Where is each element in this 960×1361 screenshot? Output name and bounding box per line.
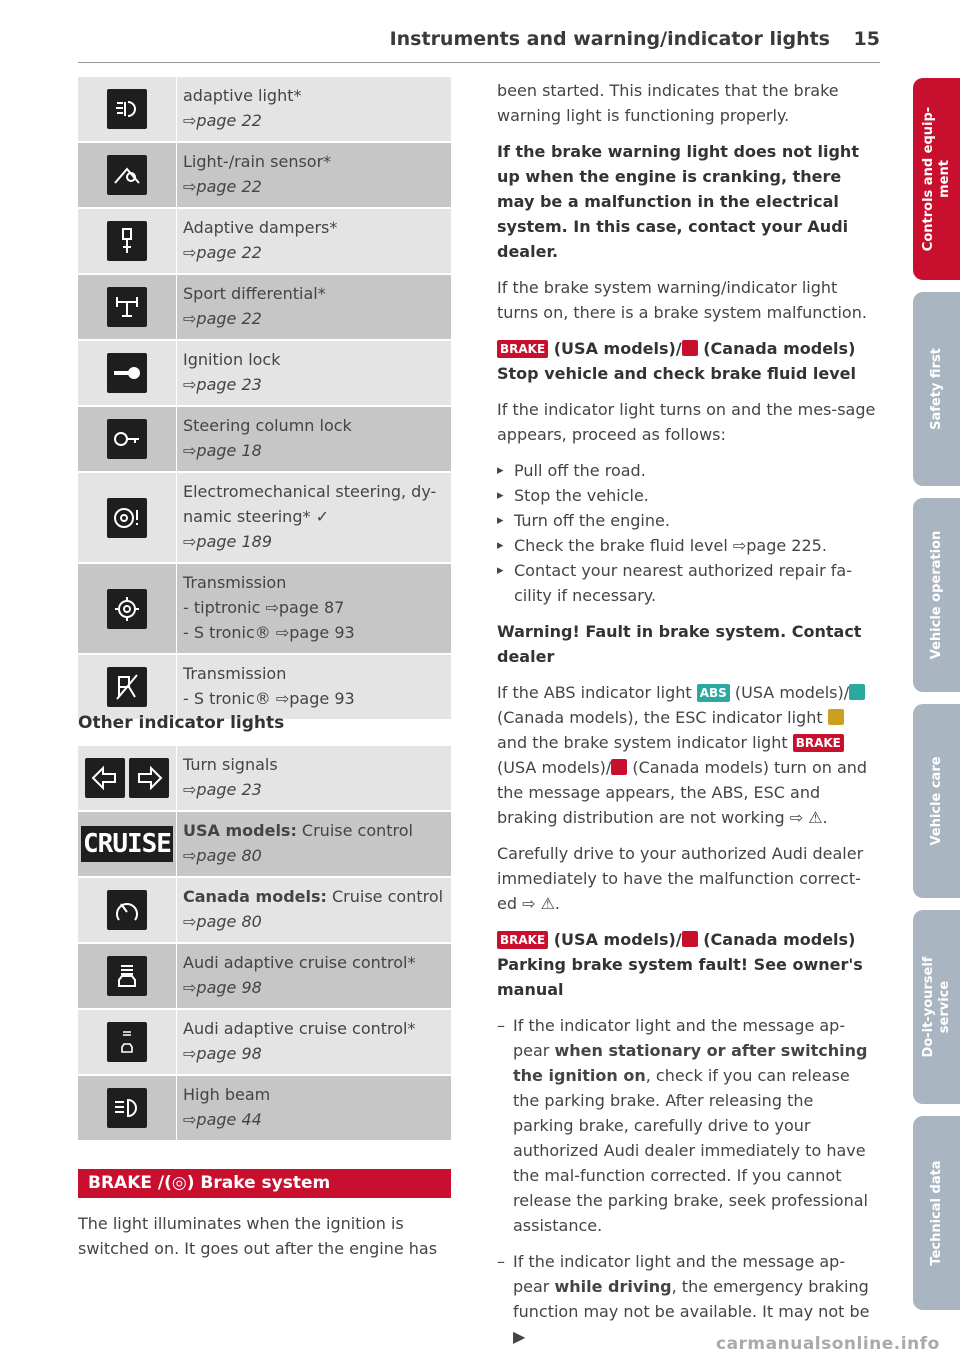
page-header [340,28,880,58]
indicator-text [177,209,451,273]
page-reference-link[interactable]: ⇨page 22 [183,177,262,196]
brake-section-text: The light illuminates when the ignition is switched on. It goes out after the engine has [78,1214,438,1258]
indicator-text [177,564,451,653]
brake-badge-icon: BRAKE [497,931,548,949]
icon-cell [78,341,177,405]
other-indicator-table [78,746,451,1142]
indicator-line: Sport differential* [183,284,326,303]
indicator-row [78,878,451,944]
step-item: ▸ Stop the vehicle. [497,483,877,508]
indicator-text [177,143,451,207]
dash-item: – If the indicator light and the message ap-pear while driving, the emergency braking function may not be available. It may not be ▶ [497,1249,877,1349]
indicator-row [78,564,451,655]
step-item: ▸ Turn off the engine. [497,508,877,533]
footer-watermark: carmanualsonline.info [716,1334,940,1354]
icon-cell [78,564,177,653]
chapter-tab-label: Vehicle care [928,756,944,846]
icon-cell [78,143,177,207]
page-reference-link[interactable]: ⇨page 80 [183,912,262,931]
brake-badge-icon: BRAKE [497,340,548,358]
sport-differential-icon [107,287,147,327]
indicator-text [177,77,451,141]
chapter-tab-label: Vehicle operation [928,530,944,660]
icon-cell [78,1010,177,1074]
paragraph-abs: If the ABS indicator light ABS (USA models)/ (Canada models), the ESC indicator light and the brake system indicator light BRAKE (USA models)/ (Canada models) turn on and the message appears, the ABS, ESC and braking distribution are not working ⇨ ⚠. [497,683,868,827]
parking-brake-heading: BRAKE (USA models)/ (Canada models) Parking brake system fault! See owner's manual [497,930,863,999]
icon-cell [78,655,177,719]
indicator-text [177,275,451,339]
chapter-tab-label: Do-it-yourself [920,956,936,1058]
icon-cell [78,812,177,876]
page-reference-link[interactable]: ⇨page 18 [183,441,262,460]
adaptive-cruise-small-icon [107,1022,147,1062]
indicator-line: namic steering* ✓ [183,507,329,526]
step-item: ▸ Check the brake fluid level ⇨page 225. [497,533,877,558]
icon-cell [78,209,177,273]
indicator-text [177,878,451,942]
indicator-label: Cruise control [326,887,444,906]
indicator-line: - S tronic® ⇨page 93 [183,689,355,708]
chapter-tab-label: ment [936,160,952,198]
paragraph: been started. This indicates that the brake warning light is functioning properly. [497,81,839,125]
adaptive-cruise-icon [107,956,147,996]
indicator-row [78,341,451,407]
indicator-row [78,275,451,341]
indicator-row [78,944,451,1010]
abs-canada-icon [849,684,865,700]
chapter-tab[interactable] [913,704,960,898]
page-reference-link[interactable]: ⇨page 80 [183,846,262,865]
page-reference-link[interactable]: ⇨page 22 [183,243,262,262]
high-beam-icon [107,1088,147,1128]
chapter-tab[interactable] [913,78,960,280]
step-item: ▸ Pull off the road. [497,458,877,483]
icon-cell [78,1076,177,1140]
indicator-text [177,473,451,562]
indicator-line: adaptive light* [183,86,302,105]
paragraph: Carefully drive to your authorized Audi dealer immediately to have the malfunction correct-ed ⇨ ⚠. [497,844,864,913]
turn-signal-left-icon [85,758,125,798]
indicator-line: Steering column lock [183,416,352,435]
indicator-table [78,77,451,721]
other-indicators-heading: Other indicator lights [78,713,285,733]
page-reference-link[interactable]: ⇨page 22 [183,309,262,328]
page-reference-link[interactable]: ⇨page 23 [183,375,262,394]
step-item: ▸ Contact your nearest authorized repair fa-cility if necessary. [497,558,877,608]
indicator-line: Electromechanical steering, dy- [183,482,437,501]
indicator-text [177,746,451,810]
indicator-row [78,209,451,275]
indicator-row [78,812,451,878]
indicator-line: Transmission [183,573,287,592]
icon-cell [78,473,177,562]
page-title: Instruments and warning/indicator lights [389,28,830,50]
page-reference-link[interactable]: ⇨page 98 [183,1044,262,1063]
header-rule [78,62,880,63]
indicator-row [78,143,451,209]
model-label: Canada models: [183,887,327,906]
brake-section-heading: BRAKE /(◎) Brake system [78,1169,451,1198]
indicator-line: Adaptive dampers* [183,218,338,237]
light-rain-sensor-icon [107,155,147,195]
cruise-control-icon [107,890,147,930]
chapter-tab[interactable] [913,498,960,692]
icon-cell [78,407,177,471]
paragraph: If the brake system warning/indicator light turns on, there is a brake system malfunction. [497,278,867,322]
model-label: USA models: [183,821,297,840]
brake-badge-icon: BRAKE [793,734,844,752]
chapter-tab[interactable] [913,292,960,486]
chapter-tab-label: service [936,980,952,1034]
steering-column-lock-icon [107,419,147,459]
paragraph: If the indicator light turns on and the mes-sage appears, proceed as follows: [497,400,876,444]
steps-list [497,458,877,608]
indicator-row [78,746,451,812]
indicator-text [177,655,451,719]
indicator-text [177,341,451,405]
indicator-text [177,812,451,876]
indicator-label: Audi adaptive cruise control* [183,953,416,972]
chapter-tab-label: Controls and equip- [920,106,936,252]
fault-heading: Warning! Fault in brake system. Contact dealer [497,622,862,666]
icon-cell [78,746,177,810]
ignition-lock-icon [107,353,147,393]
esc-icon [828,709,844,725]
chapter-tab[interactable] [913,1116,960,1310]
indicator-text [177,1076,451,1140]
indicator-label: Audi adaptive cruise control* [183,1019,416,1038]
transmission-icon [107,589,147,629]
adaptive-light-icon [107,89,147,129]
page-reference-link[interactable]: ⇨page 98 [183,978,262,997]
indicator-text [177,407,451,471]
indicator-row [78,407,451,473]
dash-item: – If the indicator light and the message ap-pear when stationary or after switching the ignition on, check if you can release the parking brake. After releasing the parking brake, carefully drive to your authorized Audi dealer immediately to have the mal-function corrected. If you cannot release the parking brake, seek professional assistance. [497,1013,877,1238]
steering-warning-icon [107,498,147,538]
page-reference-link[interactable]: ⇨page 189 [183,532,272,551]
indicator-line: Transmission [183,664,287,683]
indicator-text [177,944,451,1008]
page-reference-link[interactable]: ⇨page 44 [183,1110,262,1129]
page-reference-link[interactable]: ⇨page 23 [183,780,262,799]
stop-vehicle-heading: BRAKE (USA models)/ (Canada models) Stop vehicle and check brake fluid level [497,339,856,383]
indicator-row [78,655,451,721]
chapter-tab[interactable] [913,910,960,1104]
chapter-tab-label: Technical data [928,1160,944,1266]
indicator-text [177,1010,451,1074]
brake-canada-icon [682,340,698,356]
brake-canada-icon [611,759,627,775]
indicator-row [78,473,451,564]
icon-cell [78,878,177,942]
icon-cell [78,77,177,141]
turn-signal-right-icon [129,758,169,798]
transmission-s-tronic-icon [107,667,147,707]
indicator-line: Light-/rain sensor* [183,152,332,171]
abs-badge-icon: ABS [697,684,730,702]
indicator-label: Turn signals [183,755,278,774]
indicator-label: High beam [183,1085,271,1104]
indicator-row [78,77,451,143]
indicator-row [78,1076,451,1142]
paragraph-bold: If the brake warning light does not light up when the engine is cranking, there may be a malfunction in the electrical system. In this case, contact your Audi dealer. [497,142,859,261]
page-reference-link[interactable]: ⇨page 22 [183,111,262,130]
adaptive-dampers-icon [107,221,147,261]
cruise-text-icon: CRUISE [81,826,173,862]
icon-cell [78,275,177,339]
indicator-line: - tiptronic ⇨page 87 [183,598,345,617]
icon-cell [78,944,177,1008]
indicator-row [78,1010,451,1076]
indicator-label: Cruise control [296,821,413,840]
page-number: 15 [853,28,880,50]
right-column [497,78,877,1360]
indicator-line: - S tronic® ⇨page 93 [183,623,355,642]
chapter-tab-label: Safety first [928,348,944,430]
indicator-line: Ignition lock [183,350,281,369]
brake-canada-icon [682,931,698,947]
